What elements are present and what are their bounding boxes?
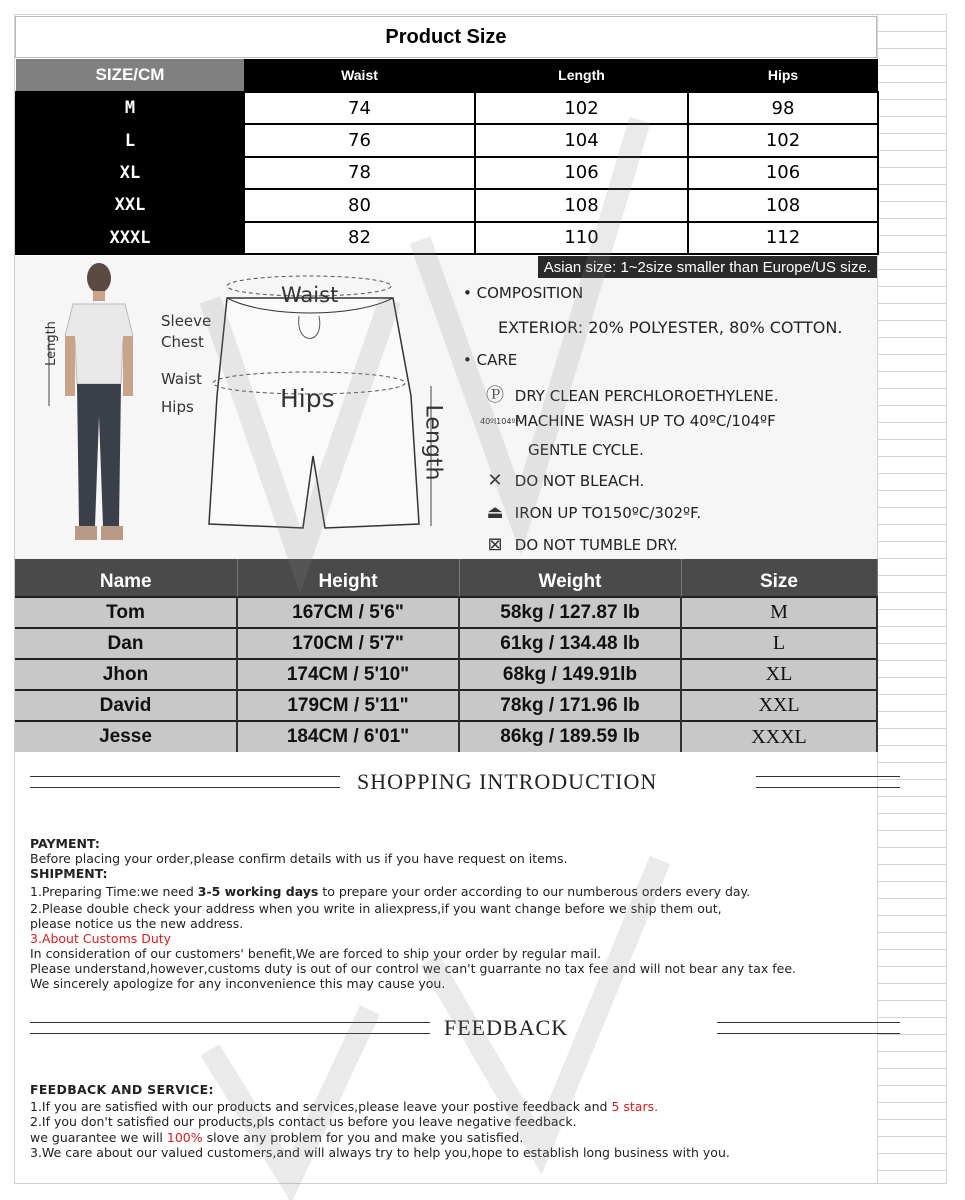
spreadsheet-grid [877,14,947,1184]
care-dry-clean: DRY CLEAN PERCHLOROETHYLENE. [514,387,779,405]
hips-value: 112 [688,222,878,254]
shopping-line-left [30,776,340,788]
header-height: Height [237,559,459,597]
example-row [15,628,877,659]
example-height: 167CM / 5'6" [237,597,459,628]
feedback-line-left [30,1022,430,1034]
customs-text-3: We sincerely apologize for any inconvenience this may cause you. [30,976,446,991]
example-name: Jhon [15,659,237,690]
example-row [15,721,877,752]
example-header [15,559,877,597]
length-value: 110 [475,222,688,254]
measurement-illustration [15,256,877,559]
example-table [15,559,878,752]
size-chart-title: Product Size [15,16,877,58]
shorts-length-label: Length [420,404,446,481]
composition-title: • COMPOSITION [463,284,584,302]
length-value: 104 [475,124,688,156]
example-name: Jesse [15,721,237,752]
size-label: XL [16,157,244,189]
feedback-item-1: 1.If you are satisfied with our products and services,please leave your postive feedback and 5 stars. [30,1099,659,1114]
size-chart-table [15,59,879,255]
payment-text: Before placing your order,please confirm details with us if you have request on items. [30,851,568,866]
care-machine-wash: MACHINE WASH UP TO 40ºC/104ºF [514,412,776,430]
example-row [15,597,877,628]
size-row [16,189,878,221]
example-size: L [681,628,877,659]
model-sleeve-label: Sleeve [161,312,212,330]
waist-value: 82 [244,222,475,254]
model-hips-label: Hips [161,398,194,416]
size-row [16,157,878,189]
example-row [15,659,877,690]
size-label: XXXL [16,222,244,254]
header-example-size: Size [681,559,877,597]
feedback-line-right [717,1022,900,1034]
size-chart-header [16,59,878,92]
shipment-item-2b: please notice us the new address. [30,916,244,931]
hips-value: 98 [688,92,878,124]
model-figure [15,256,155,559]
example-size: XXL [681,690,877,721]
example-height: 170CM / 5'7" [237,628,459,659]
shipment-item-1: 1.Preparing Time:we need 3-5 working days to prepare your order according to our numberous orders every day. [30,884,751,899]
model-chest-label: Chest [161,333,204,351]
header-name: Name [15,559,237,597]
care-title: • CARE [463,351,518,369]
size-row [16,124,878,156]
shipment-item-2a: 2.Please double check your address when you write in aliexpress,if you want change before we ship them out, [30,901,722,916]
shopping-line-right [756,776,900,788]
care-no-bleach: DO NOT BLEACH. [514,472,645,490]
size-row [16,222,878,254]
example-weight: 61kg / 134.48 lb [459,628,681,659]
customs-text-2: Please understand,however,customs duty is out of our control we can't guarrante no tax fee and will not bear any tax fee. [30,961,796,976]
care-no-tumble: DO NOT TUMBLE DRY. [514,536,678,554]
length-value: 106 [475,157,688,189]
example-weight: 86kg / 189.59 lb [459,721,681,752]
example-row [15,690,877,721]
shipment-title: SHIPMENT: [30,866,108,881]
feedback-item-3: we guarantee we will 100% slove any problem for you and make you satisfied. [30,1130,524,1145]
no-bleach-icon: ✕ [487,470,503,491]
example-weight: 58kg / 127.87 lb [459,597,681,628]
header-length: Length [475,59,688,92]
header-weight: Weight [459,559,681,597]
size-label: XXL [16,189,244,221]
waist-value: 74 [244,92,475,124]
header-hips: Hips [688,59,878,92]
example-size: M [681,597,877,628]
feedback-service-title: FEEDBACK AND SERVICE: [30,1082,214,1097]
asian-size-note: Asian size: 1~2size smaller than Europe/US size. [538,256,877,278]
feedback-item-2: 2.If you don't satisfied our products,pls contact us before you leave negative feedback. [30,1114,577,1129]
waist-value: 76 [244,124,475,156]
example-name: David [15,690,237,721]
header-waist: Waist [244,59,475,92]
example-height: 179CM / 5'11" [237,690,459,721]
model-length-label: Length [43,321,59,366]
example-height: 174CM / 5'10" [237,659,459,690]
shopping-title: SHOPPING INTRODUCTION [357,769,658,794]
example-size: XL [681,659,877,690]
size-row [16,92,878,124]
hips-value: 106 [688,157,878,189]
example-weight: 68kg / 149.91lb [459,659,681,690]
example-name: Dan [15,628,237,659]
wash-icon: 40ºl104ºF [480,417,520,426]
shorts-waist-label: Waist [281,283,339,307]
iron-icon: ⏏ [486,502,504,523]
waist-value: 78 [244,157,475,189]
composition-exterior: EXTERIOR: 20% POLYESTER, 80% COTTON. [498,318,843,337]
size-label: L [16,124,244,156]
length-value: 108 [475,189,688,221]
care-iron: IRON UP TO150ºC/302ºF. [514,504,702,522]
care-gentle: GENTLE CYCLE. [528,441,644,459]
feedback-title: FEEDBACK [444,1015,569,1040]
customs-text-1: In consideration of our customers' benefit,We are forced to ship your order by regular mail. [30,946,602,961]
feedback-item-4: 3.We care about our valued customers,and will always try to help you,hope to establish long business with you. [30,1145,730,1160]
hips-value: 108 [688,189,878,221]
shorts-hips-label: Hips [280,384,335,413]
header-size: SIZE/CM [16,59,244,92]
customs-duty-title: 3.About Customs Duty [30,931,172,946]
dry-clean-icon: Ⓟ [486,385,504,406]
example-height: 184CM / 6'01" [237,721,459,752]
example-weight: 78kg / 171.96 lb [459,690,681,721]
length-value: 102 [475,92,688,124]
example-size: XXXL [681,721,877,752]
model-waist-label: Waist [161,370,202,388]
example-name: Tom [15,597,237,628]
payment-title: PAYMENT: [30,836,100,851]
size-label: M [16,92,244,124]
hips-value: 102 [688,124,878,156]
no-tumble-icon: ⊠ [487,534,503,555]
waist-value: 80 [244,189,475,221]
